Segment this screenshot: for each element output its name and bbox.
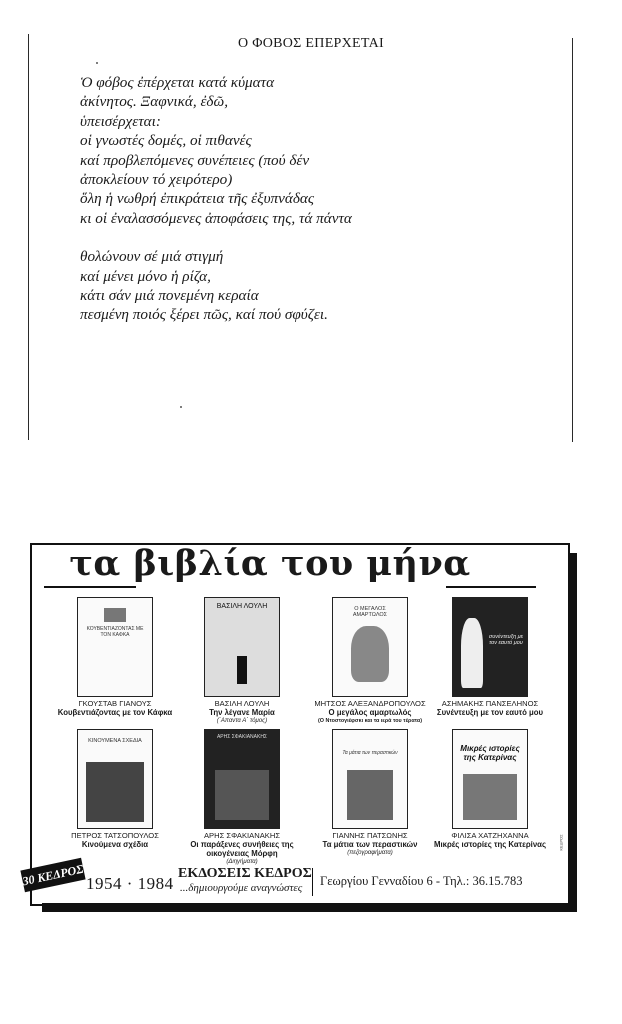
poem-line: ἀποκλείουν τό χειρότερο): [80, 171, 233, 189]
cover-text: ΚΙΝΟΥΜΕΝΑ ΣΧΕΔΙΑ: [88, 738, 142, 744]
book-card[interactable]: [50, 597, 180, 717]
ad-title-rule-left: [44, 586, 136, 588]
book-cover: [452, 729, 528, 829]
publisher-name: ΕΚΔΟΣΕΙΣ ΚΕΔΡΟΣ: [178, 866, 312, 881]
poem-left-rule: [28, 34, 29, 440]
publisher-slogan: ...δημιουργούμε αναγνώστες: [180, 882, 303, 894]
cover-text: Τα μάτια των περαστικών: [342, 750, 398, 756]
footer-divider: [312, 868, 313, 896]
stanza-gap: [80, 228, 352, 247]
book-title: Μικρές ιστορίες της Κατερίνας: [433, 840, 547, 849]
book-title: Την λέγανε Μαρία: [209, 708, 275, 717]
cover-art: [463, 774, 517, 820]
cover-portrait: [351, 626, 389, 682]
poem-line: κάτι σάν μιά πονεμένη κεραία: [80, 287, 259, 305]
cover-text: ΒΑΣΙΛΗ ΛΟΥΛΗ: [216, 603, 268, 610]
poem-line: ὅλη ἡ νωθρή ἐπικράτεια τῆς ἐξυπνάδας: [80, 190, 315, 208]
book-card[interactable]: [420, 729, 560, 849]
book-note: (Ο Ντοστογιέφσκι και τα ιερά του τέρατα): [317, 718, 423, 724]
book-author: ΑΡΗΣ ΣΦΑΚΙΑΝΑΚΗΣ: [203, 831, 281, 840]
poem-line: ἀκίνητος. Ξαφνικά, ἐδῶ,: [80, 93, 229, 111]
cover-figure: [461, 618, 483, 688]
poem-line: πεσμένη ποιός ξέρει πῶς, καί πού σφύζει.: [80, 306, 328, 324]
poem-line: ὑπεισέρχεται:: [80, 112, 161, 130]
cover-art: [215, 770, 269, 820]
book-cover: [204, 729, 280, 829]
book-author: ΑΣΗΜΑΚΗΣ ΠΑΝΣΕΛΗΝΟΣ: [441, 699, 539, 708]
cover-mark: [104, 608, 126, 622]
poem-body: [80, 73, 352, 325]
cover-text: ΑΡΗΣ ΣΦΑΚΙΑΝΑΚΗΣ: [216, 734, 268, 740]
book-title: Συνέντευξη με τον εαυτό μου: [436, 708, 544, 717]
cover-text: συνέντευξη με τον εαυτό μου: [488, 634, 524, 646]
book-card[interactable]: [177, 597, 307, 725]
book-card[interactable]: [50, 729, 180, 849]
cover-photo: [86, 762, 144, 822]
book-title: Κουβεντιάζοντας με τον Κάφκα: [57, 708, 173, 717]
poem-line: Ὁ φόβος ἐπέρχεται κατά κύματα: [80, 74, 275, 91]
cover-figure: [237, 656, 247, 684]
book-author: ΠΕΤΡΟΣ ΤΑΤΣΟΠΟΥΛΟΣ: [71, 831, 159, 840]
book-author: ΓΚΟΥΣΤΑΒ ΓΙΑΝΟΥΣ: [78, 699, 152, 708]
publisher-address: Γεωργίου Γενναδίου 6 - Τηλ.: 36.15.783: [320, 874, 523, 888]
book-card[interactable]: [300, 729, 440, 857]
years-text: 1954 · 1984: [86, 874, 174, 893]
book-author: ΜΗΤΣΟΣ ΑΛΕΞΑΝΔΡΟΠΟΥΛΟΣ: [314, 699, 426, 708]
cover-text: ΚΟΥΒΕΝΤΙΑΖΟΝΤΑΣ ΜΕ ΤΟΝ ΚΑΦΚΑ: [86, 626, 144, 638]
book-author: ΒΑΣΙΛΗ ΛΟΥΛΗ: [214, 699, 270, 708]
book-card[interactable]: [420, 597, 560, 717]
poem-line: καί προβλεπόμενες συνέπειες (πού δέν: [80, 151, 310, 169]
book-card[interactable]: [177, 729, 307, 866]
poem-right-rule: [572, 38, 573, 442]
book-cover: [77, 597, 153, 697]
book-title: Τα μάτια των περαστικών: [322, 840, 418, 849]
book-author: ΦΙΛΙΣΑ ΧΑΤΖΗΧΑΝΝΑ: [451, 831, 529, 840]
cover-text: Μικρές ιστορίες της Κατερίνας: [460, 744, 520, 762]
poem-title: Ο ΦΟΒΟΣ ΕΠΕΡΧΕΤΑΙ: [237, 36, 385, 51]
book-cover: [452, 597, 528, 697]
ad-title-rule-right: [446, 586, 536, 588]
cover-art: [347, 770, 393, 820]
cover-text: Ο ΜΕΓΑΛΟΣ ΑΜΑΡΤΩΛΟΣ: [352, 606, 388, 618]
book-title: Ο μεγάλος αμαρτωλός: [328, 708, 412, 717]
anniversary-badge: 30 ΚΕΔΡΟΣ: [20, 858, 85, 892]
poem-line: καί μένει μόνο ἡ ρίζα,: [80, 267, 211, 285]
ad-title: τα βιβλία του μήνα: [69, 543, 471, 584]
scan-speck: [180, 406, 182, 408]
book-cover: [332, 729, 408, 829]
book-note: (Διηγήματα): [226, 859, 258, 865]
book-title: Οι παράξενες συνήθειες της οικογένειας Μόρφη: [190, 840, 294, 858]
book-title: Κινούμενα σχέδια: [81, 840, 149, 849]
poem-line: θολώνουν σέ μιά στιγμή: [80, 248, 224, 266]
poem-line: οἱ γνωστές δομές, οἱ πιθανές: [80, 132, 252, 150]
book-cover: [77, 729, 153, 829]
book-note: (πεζογραφήματα): [347, 850, 393, 856]
scan-speck: [96, 62, 98, 64]
book-cover: [204, 597, 280, 697]
book-card[interactable]: [300, 597, 440, 725]
book-cover: [332, 597, 408, 697]
book-author: ΓΙΑΝΝΗΣ ΠΑΤΣΩΝΗΣ: [332, 831, 408, 840]
poem-line: κι οἱ ἐναλασσόμενες ἀποφάσεις της, τά πάντα: [80, 209, 352, 227]
side-credit: ΚΕΔΡΟΣ: [558, 834, 564, 851]
book-note: (΄Απαντα Α΄ τόμος): [216, 718, 268, 724]
